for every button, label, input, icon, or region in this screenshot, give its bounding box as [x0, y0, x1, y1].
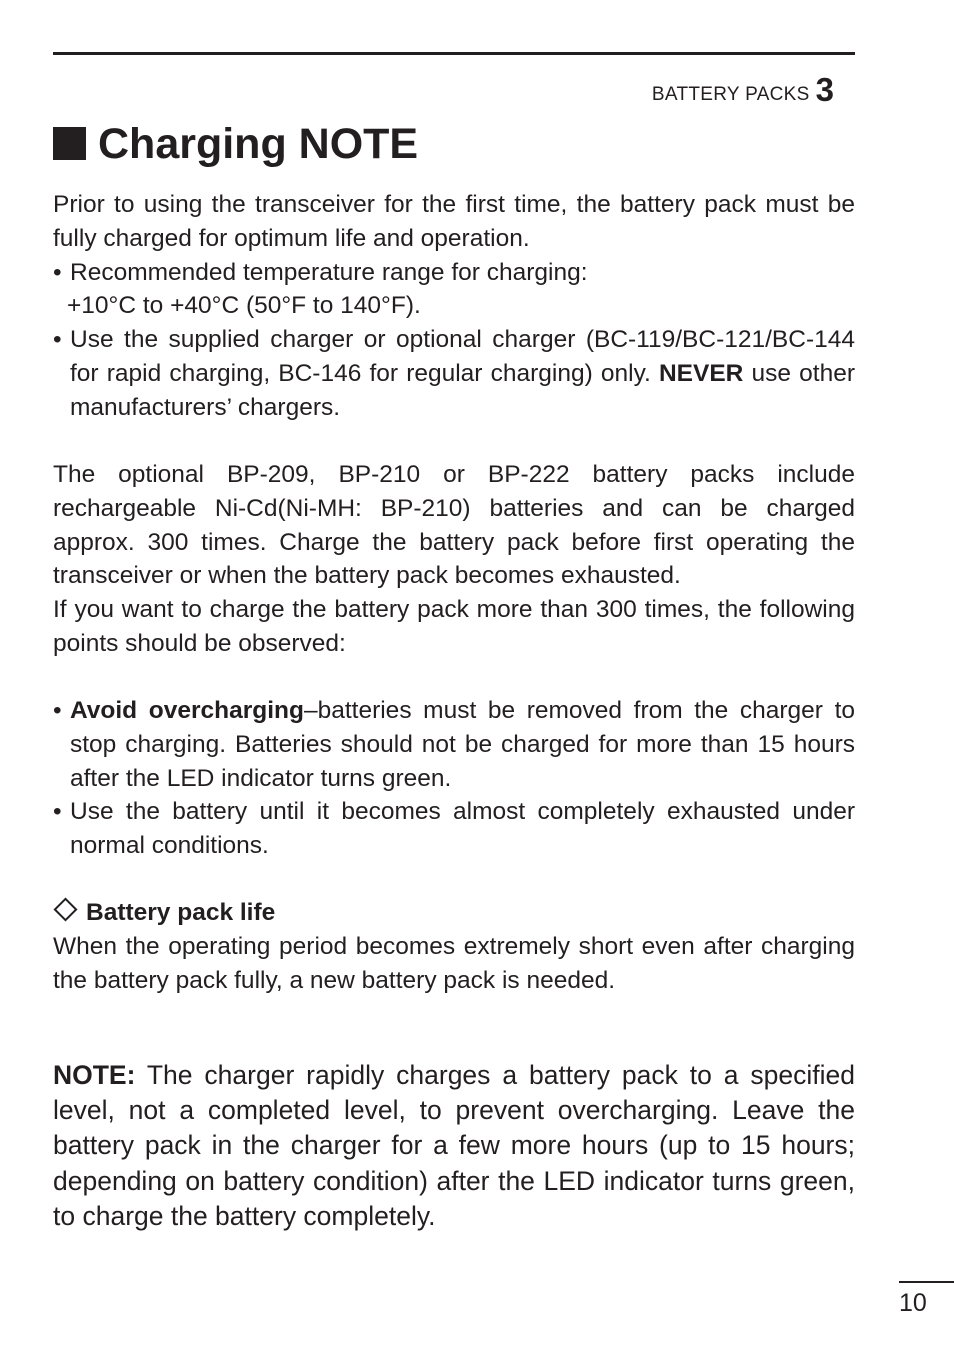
temperature-range: +10°C to +40°C (50°F to 140°F). [67, 292, 421, 320]
over-300-paragraph: If you want to charge the battery pack more than 300 times, the following points should be observed: [53, 596, 855, 657]
bullet-dot: • [53, 798, 62, 826]
bullet-dot: • [53, 326, 62, 354]
avoid-overcharging-label: Avoid overcharging [70, 697, 304, 724]
intro-paragraph: Prior to using the transceiver for the first time, the battery pack must be fully charged for optimum life and operation. [53, 191, 855, 252]
diamond-icon [53, 897, 77, 921]
running-header [652, 70, 834, 108]
never-emphasis: NEVER [658, 359, 744, 387]
note-label: NOTE: [53, 1060, 136, 1090]
battery-life-text: When the operating period becomes extremely short even after charging the battery pack fully, a new battery pack is needed. [53, 932, 855, 994]
bullet-charger [53, 323, 855, 424]
use-until-exhausted-text: Use the battery until it becomes almost completely exhausted under normal conditions. [70, 798, 855, 860]
bullet-dot: • [53, 697, 62, 724]
battery-life-section [53, 896, 855, 997]
page-number: 10 [899, 1289, 927, 1317]
note-paragraph [53, 1058, 855, 1234]
section-name: BATTERY PACKS [651, 84, 810, 105]
chapter-number: 3 [815, 71, 834, 108]
top-rule [53, 52, 855, 55]
optional-paragraph: The optional BP-209, BP-210 or BP-222 battery packs include rechargeable Ni-Cd(Ni-MH: BP-210) batteries and can be charged approx. 300 times. Charge the battery pack before first operating the transceiver or when the battery pack becomes exhausted. [53, 461, 855, 590]
page-title [53, 120, 418, 169]
battery-life-heading-text: Battery pack life [86, 899, 276, 926]
page-title-text: Charging NOTE [98, 120, 419, 168]
bullet-use-until-exhausted [53, 795, 855, 863]
bullet-temperature [53, 256, 855, 290]
avoid-overcharging-text: –batteries must be removed from the charger to stop charging. Batteries should not be charged for more than 15 hours after the LED indicator turns green. [70, 697, 855, 792]
intro-section [53, 188, 855, 425]
bullet-charger-text-end: use other manufacturers’ chargers. [70, 359, 855, 421]
bullet-avoid-overcharging [53, 694, 855, 795]
bullet-dot: • [53, 258, 62, 286]
bullet-temperature-text: Recommended temperature range for charging: [70, 258, 588, 286]
note-text: The charger rapidly charges a battery pack to a specified level, not a completed level, to prevent overcharging. Leave the battery pack in the charger for a few more hours (up to 15 hours; depending on battery condition) after the LED indicator turns green, to charge the battery completely. [53, 1060, 855, 1231]
optional-section [53, 458, 855, 661]
footer-rule [899, 1281, 954, 1283]
bullet-charger-text: Use the supplied charger or optional charger (BC-119/BC-121/BC-144 for rapid charging, BC-146 for regular charging) only. [70, 326, 855, 387]
battery-life-heading [53, 896, 855, 930]
points-section [53, 694, 855, 863]
square-bullet-icon [53, 127, 86, 160]
